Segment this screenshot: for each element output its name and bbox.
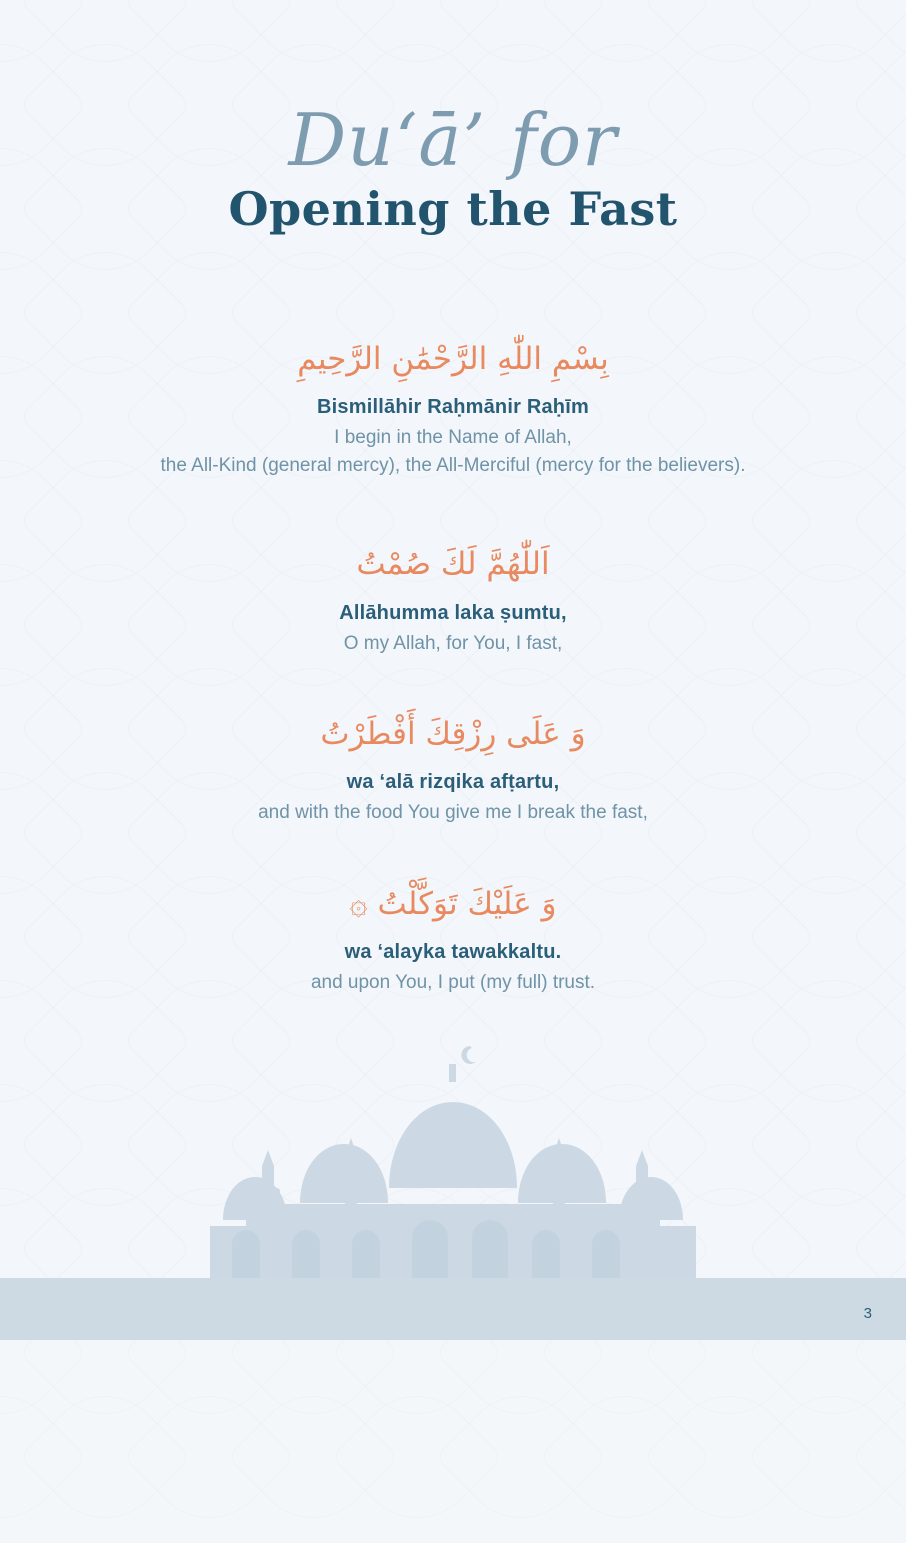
page-title: [0, 0, 906, 236]
verse-arabic: وَ عَلَيْكَ تَوَكَّلْتُ ۞: [349, 885, 557, 922]
verse-translation: [0, 630, 906, 658]
verse-item: [0, 332, 906, 479]
verse-translation-line: and upon You, I put (my full) trust.: [310, 972, 596, 994]
verse-arabic: وَ عَلَى رِزْقِكَ أَفْطَرْتُ: [320, 716, 586, 753]
verse-arabic: بِسْمِ اللّٰهِ الرَّحْمَٰنِ الرَّحِيمِ: [297, 341, 609, 377]
verse-arabic: اَللّٰهُمَّ لَكَ صُمْتُ: [356, 546, 550, 583]
title-main-line: Opening the Fast: [228, 182, 678, 236]
verse-item: [0, 877, 906, 997]
verse-list: [0, 332, 906, 997]
verse-translation-line: O my Allah, for You, I fast,: [343, 632, 563, 654]
title-script-line: Du‘ā’ for: [288, 98, 618, 182]
verse-transliteration: wa ‘alayka tawakkaltu.: [344, 941, 562, 964]
verse-translation: [0, 424, 906, 479]
verse-transliteration: Bismillāhir Raḥmānir Raḥīm: [317, 396, 589, 419]
verse-translation: [0, 969, 906, 997]
verse-item: [0, 707, 906, 827]
verse-translation-line: and with the food You give me I break the fast,: [258, 802, 648, 824]
verse-transliteration: wa ‘alā rizqika afṭartu,: [346, 771, 560, 794]
footer-bar: [0, 1278, 906, 1340]
verse-translation: [0, 799, 906, 827]
verse-translation-line: the All-Kind (general mercy), the All-Merciful (mercy for the believers).: [160, 454, 746, 476]
mosque-silhouette-icon: [0, 1038, 906, 1278]
verse-translation-line: I begin in the Name of Allah,: [334, 427, 572, 449]
page-number: 3: [863, 1305, 872, 1322]
verse-transliteration: Allāhumma laka ṣumtu,: [339, 601, 567, 624]
verse-item: [0, 537, 906, 657]
